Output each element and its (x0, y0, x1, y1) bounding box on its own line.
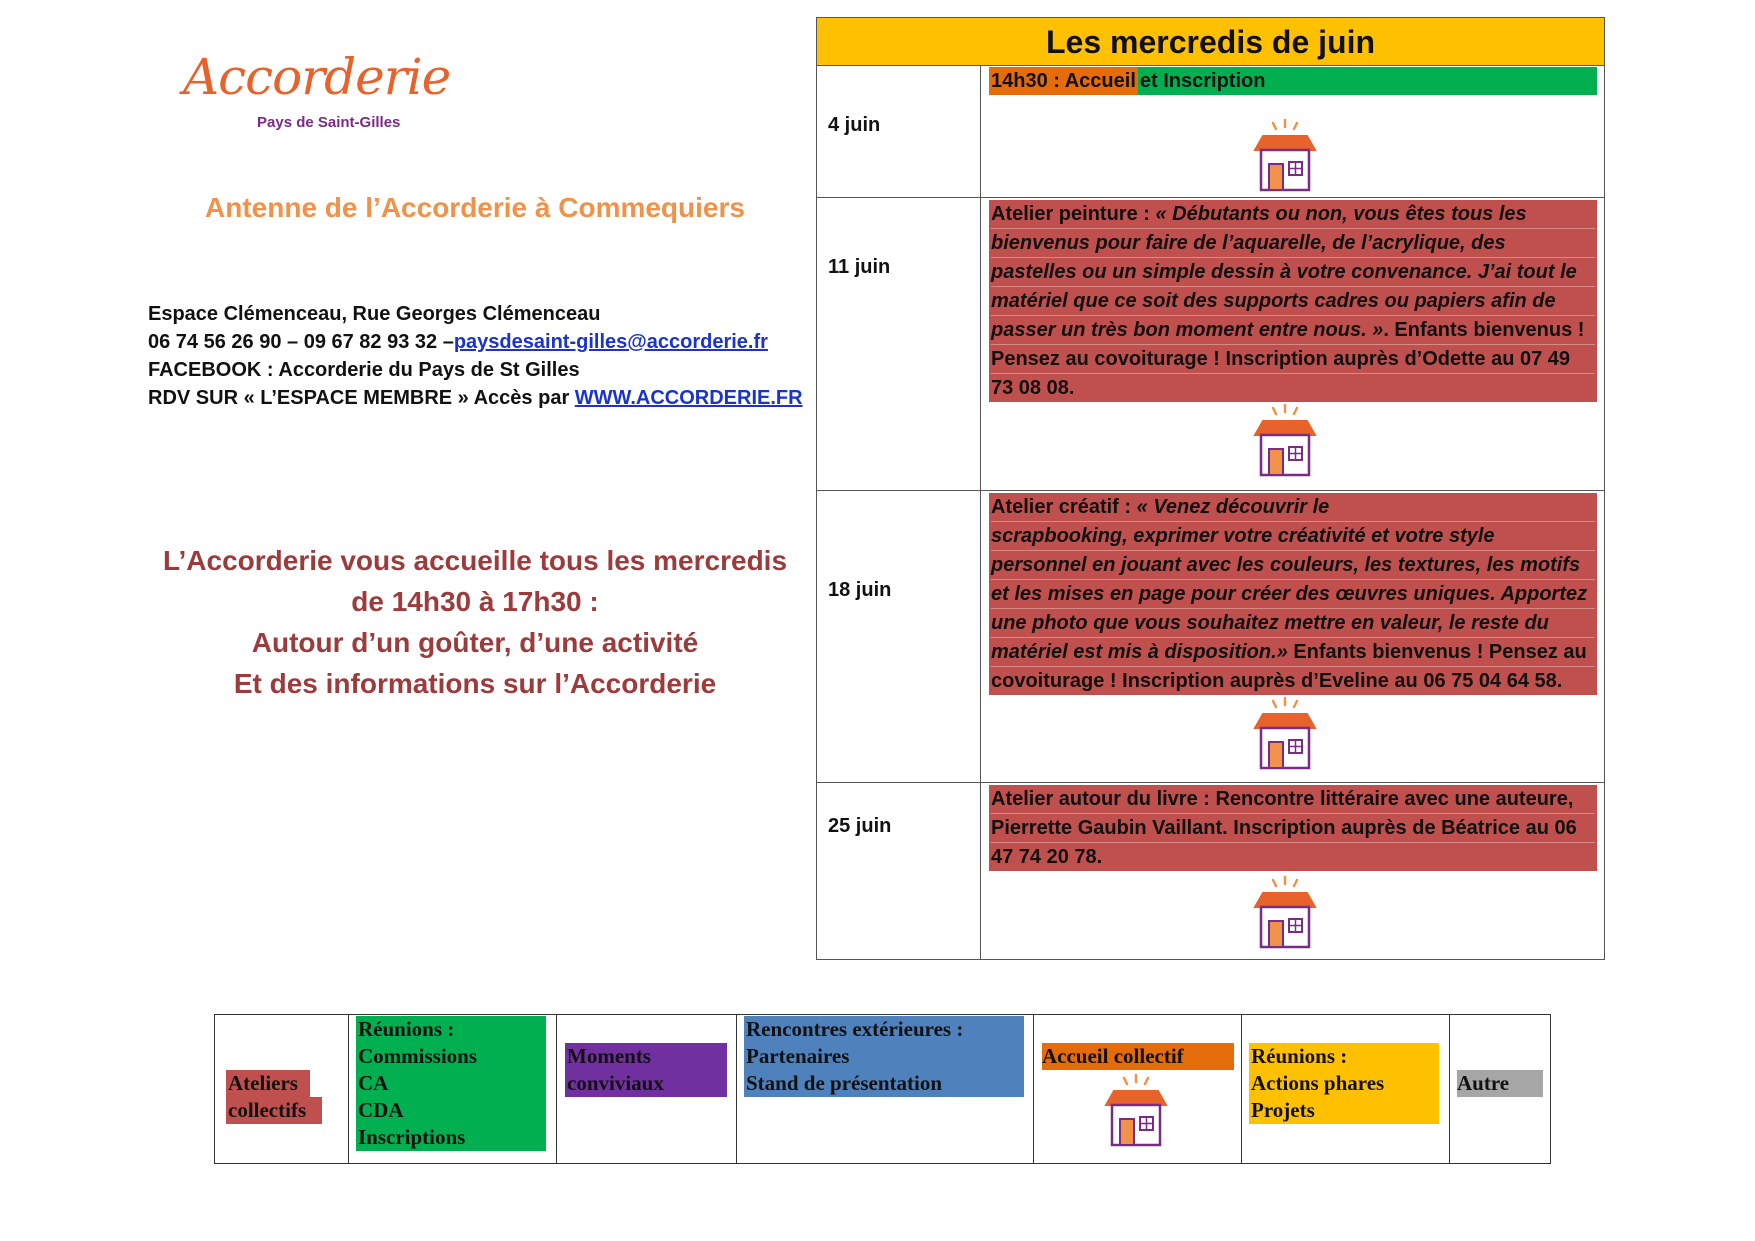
atelier-lead: Atelier peinture : (991, 203, 1156, 225)
house-icon (1096, 1071, 1176, 1151)
atelier-line: Pierrette Gaubin Vaillant. Inscription auprès de Béatrice au 06 (991, 814, 1595, 843)
atelier-peinture-text (989, 200, 1597, 402)
atelier-line: 47 74 20 78. (991, 846, 1103, 868)
atelier-tail: Enfants bienvenus ! Pensez au (1287, 641, 1587, 663)
legend-cell-autre (1450, 1015, 1550, 1163)
legend-cell-rencontres (737, 1015, 1034, 1163)
atelier-quote-line: « Venez découvrir le (1136, 496, 1330, 518)
row-date (817, 198, 981, 490)
logo-subtitle: Pays de Saint-Gilles (257, 114, 401, 131)
schedule-row (817, 66, 1604, 197)
accueil-inscription: et Inscription (1138, 67, 1597, 95)
antenne-heading: Antenne de l’Accorderie à Commequiers (205, 192, 745, 223)
house-icon (1245, 401, 1325, 481)
legend-ateliers: Ateliers collectifs (226, 1070, 322, 1124)
house-icon (1245, 873, 1325, 953)
legend-reunions: Réunions : Commissions CA CDA Inscriptions (356, 1016, 546, 1151)
welcome-line-2: de 14h30 à 17h30 : (351, 586, 599, 617)
atelier-quote-line: passer un très bon moment entre nous. » (991, 319, 1384, 341)
welcome-line-3: Autour d’un goûter, d’une activité (251, 627, 699, 658)
atelier-quote-line: « Débutants ou non, vous êtes tous les (1155, 203, 1527, 225)
row-content (989, 67, 1597, 95)
accueil-bar (989, 67, 1597, 95)
legend-cell-ateliers (215, 1015, 349, 1163)
contact-email-link[interactable]: paysdesaint-gilles@accorderie.fr (453, 331, 768, 353)
atelier-quote-line: pastelles ou un simple dessin à votre convenance. J’ai tout le (991, 261, 1577, 283)
legend-reunions2: Réunions : Actions phares Projets (1249, 1043, 1439, 1124)
atelier-quote-line: matériel est mis à disposition.» (991, 641, 1288, 663)
schedule-table (816, 17, 1605, 960)
row-date (817, 491, 981, 782)
contact-rdv: RDV SUR « L’ESPACE MEMBRE » Accès par (148, 387, 570, 409)
house-icon (1245, 694, 1325, 774)
schedule-row (817, 197, 1604, 490)
row-date-label: 11 juin (828, 256, 891, 278)
welcome-line-1: L’Accorderie vous accueille tous les mercredis (162, 545, 788, 576)
row-date (817, 783, 981, 960)
atelier-line: Atelier autour du livre : Rencontre littéraire avec une auteure, (991, 785, 1595, 814)
atelier-tail: . Enfants bienvenus ! (1383, 319, 1585, 341)
row-date (817, 66, 981, 197)
atelier-livre-text (989, 785, 1597, 871)
contact-phones-line (148, 328, 803, 356)
schedule-row (817, 490, 1604, 782)
accorderie-logo (183, 48, 451, 136)
atelier-quote-line: personnel en jouant avec les couleurs, les textures, les motifs (991, 554, 1581, 576)
atelier-creatif-text (989, 493, 1597, 695)
atelier-lead: Atelier créatif : (991, 496, 1137, 518)
contact-facebook: FACEBOOK : Accorderie du Pays de St Gilles (148, 359, 580, 381)
accueil-time: 14h30 : Accueil (989, 67, 1138, 95)
legend-moments: Moments conviviaux (565, 1043, 727, 1097)
welcome-line-4: Et des informations sur l’Accorderie (233, 668, 717, 699)
logo-brand: Accorderie (183, 48, 451, 106)
atelier-quote-line: scrapbooking, exprimer votre créativité et votre style (991, 525, 1495, 547)
legend-rencontres: Rencontres extérieures : Partenaires Stand de présentation (744, 1016, 1024, 1097)
schedule-title: Les mercredis de juin (817, 18, 1604, 66)
legend-cell-moments (557, 1015, 737, 1163)
row-date-label: 4 juin (828, 114, 881, 136)
schedule-row (817, 782, 1604, 960)
legend-cell-accueil (1034, 1015, 1242, 1163)
house-icon (1245, 116, 1325, 196)
contact-phones: 06 74 56 26 90 – 09 67 82 93 32 – (148, 331, 454, 353)
atelier-tail: Pensez au covoiturage ! Inscription auprès d’Odette au 07 49 (991, 348, 1571, 370)
color-legend (214, 1014, 1551, 1164)
atelier-tail: 73 08 08. (991, 377, 1075, 399)
row-date-label: 18 juin (828, 579, 892, 601)
atelier-quote-line: et les mises en page pour créer des œuvres uniques. Apportez (991, 583, 1588, 605)
legend-accueil: Accueil collectif (1042, 1043, 1234, 1070)
contact-rdv-line (148, 384, 803, 412)
legend-cell-reunions (349, 1015, 557, 1163)
welcome-message (110, 540, 840, 704)
legend-autre: Autre (1457, 1070, 1543, 1097)
atelier-tail: covoiturage ! Inscription auprès d’Eveline au 06 75 04 64 58. (991, 670, 1563, 692)
atelier-quote-line: bienvenus pour faire de l’aquarelle, de l’acrylique, des (991, 232, 1506, 254)
contact-block (148, 300, 803, 412)
contact-address: Espace Clémenceau, Rue Georges Clémenceau (148, 303, 601, 325)
atelier-quote-line: une photo que vous souhaitez mettre en valeur, le reste du (991, 612, 1549, 634)
website-link[interactable]: WWW.ACCORDERIE.FR (574, 387, 803, 409)
legend-cell-reunions2 (1242, 1015, 1450, 1163)
atelier-quote-line: matériel que ce soit des supports cadres ou papiers afin de (991, 290, 1556, 312)
row-date-label: 25 juin (828, 815, 892, 837)
